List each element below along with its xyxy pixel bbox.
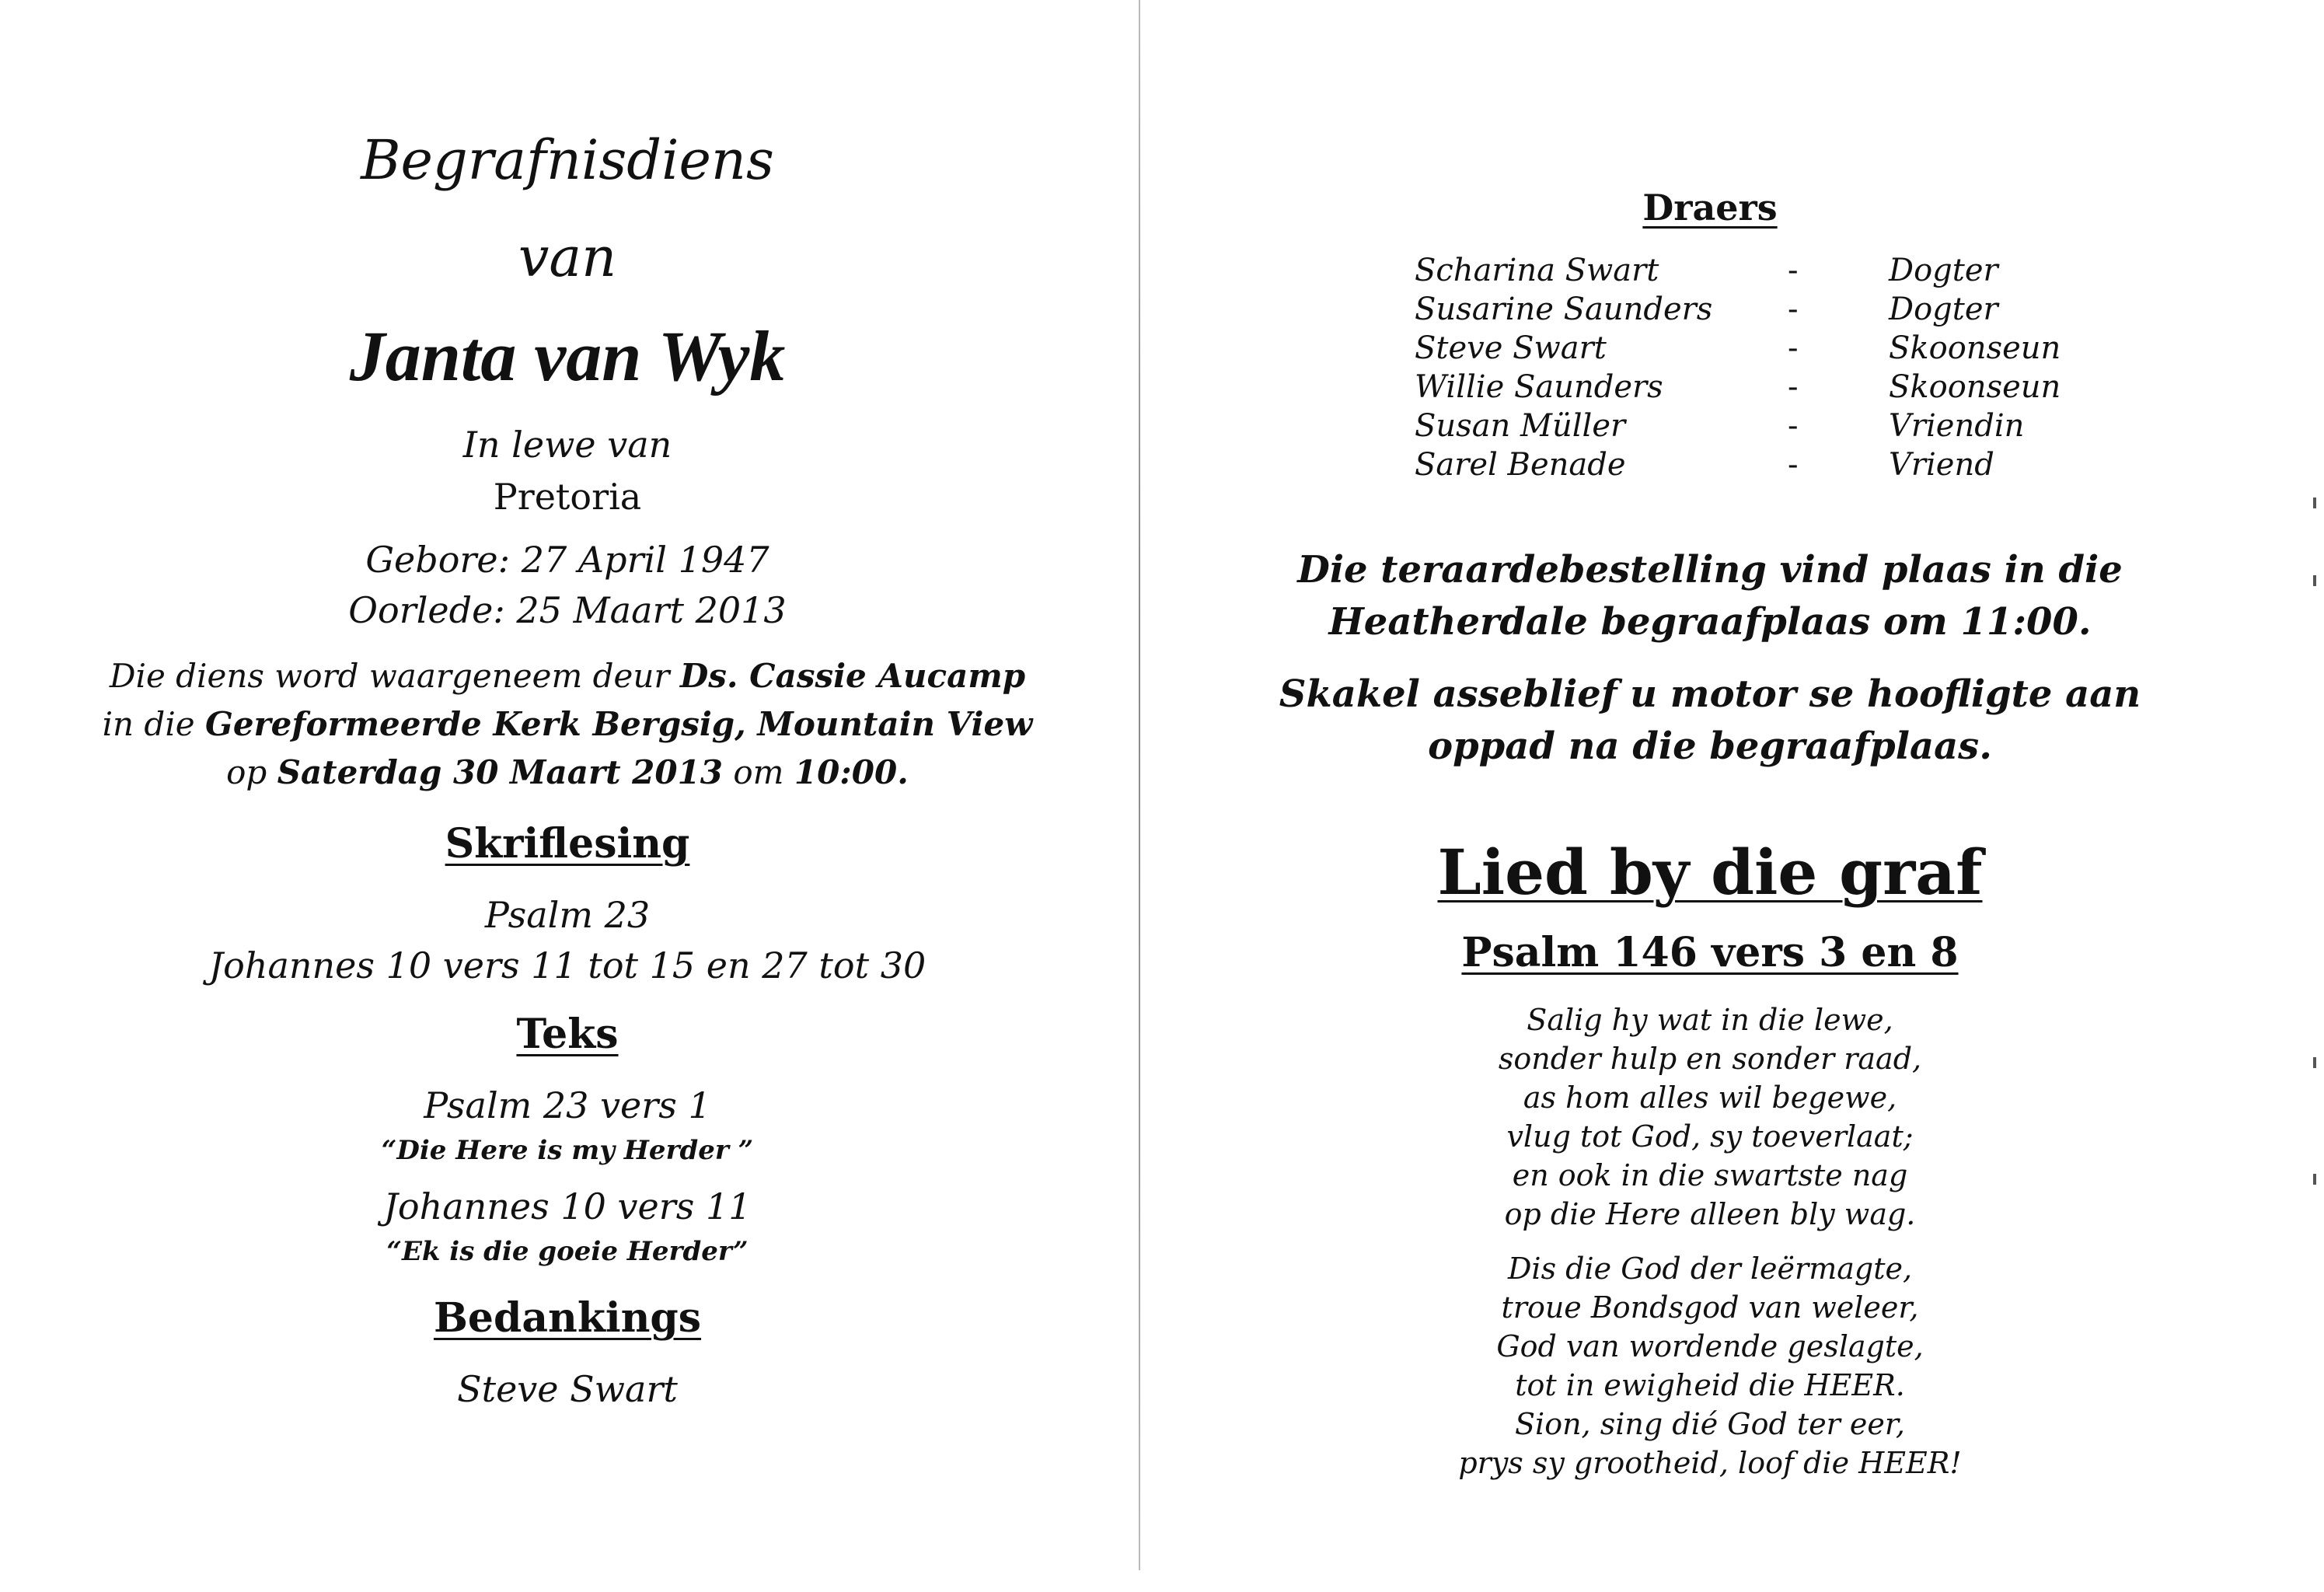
service-line-1	[0, 657, 1135, 695]
bearer-dash: -	[1788, 330, 1799, 366]
death-date: Oorlede: 25 Maart 2013	[348, 589, 787, 631]
verse-line: troue Bondsgod van weleer,	[1501, 1290, 1919, 1325]
skriflesing-item-1: Psalm 23	[484, 894, 651, 936]
hometown: Pretoria	[493, 476, 642, 518]
teks-heading: Teks	[516, 1011, 619, 1058]
teks-item-2: Johannes 10 vers 11	[383, 1185, 752, 1227]
bearer-role: Skoonseun	[1889, 330, 2061, 366]
lights-line-1: Skakel asseblief u motor se hoofligte aan	[1279, 672, 2141, 716]
bearer-name: Susarine Saunders	[1415, 292, 1713, 327]
bearers-list	[1415, 253, 2114, 486]
title-line-1: Begrafnisdiens	[361, 128, 774, 192]
burial-line-1: Die teraardebestelling vind plaas in die	[1297, 548, 2123, 592]
left-page	[0, 0, 1135, 1592]
bearer-name: Sarel Benade	[1415, 447, 1626, 483]
verse-line: God van wordende geslagte,	[1496, 1329, 1924, 1363]
church: Gereformeerde Kerk Bergsig, Mountain View	[204, 705, 1033, 743]
bearer-role: Dogter	[1889, 253, 1998, 288]
verse-1	[1143, 1003, 2277, 1236]
bearer-role: Vriend	[1889, 447, 1994, 483]
service-time: 10:00.	[794, 753, 909, 791]
verse-line: tot in ewigheid die HEER.	[1515, 1368, 1905, 1402]
bedankings-heading: Bedankings	[433, 1294, 702, 1342]
skriflesing-item-2: Johannes 10 vers 11 tot 15 en 27 tot 30	[208, 944, 926, 986]
bearer-name: Susan Müller	[1415, 408, 1626, 444]
scan-edge-marks	[2313, 498, 2316, 1197]
page-fold	[1139, 0, 1140, 1570]
draers-heading: Draers	[1642, 187, 1778, 229]
teks-quote-2: “Ek is die goeie Herder”	[386, 1236, 748, 1267]
service-line-3	[0, 753, 1135, 791]
right-page	[1143, 0, 2324, 1592]
bearer-role: Skoonseun	[1889, 369, 2061, 405]
lights-line-2: oppad na die begraafplaas.	[1428, 724, 1992, 768]
verse-line: Sion, sing dié God ter eer,	[1515, 1407, 1905, 1441]
verse-line: op die Here alleen bly wag.	[1504, 1197, 1916, 1231]
bearer-name: Scharina Swart	[1415, 253, 1659, 288]
teks-quote-1: “Die Here is my Herder ”	[381, 1135, 754, 1166]
bearer-row	[1415, 447, 2114, 486]
bearer-row	[1415, 292, 2114, 330]
service-line-3-text-a: op	[226, 753, 277, 791]
verse-line: Salig hy wat in die lewe,	[1527, 1003, 1893, 1037]
verse-line: vlug tot God, sy toeverlaat;	[1506, 1119, 1914, 1154]
service-line-3-text-b: om	[723, 753, 794, 791]
service-line-2-text: in die	[102, 705, 205, 743]
bearer-row	[1415, 330, 2114, 369]
service-date: Saterdag 30 Maart 2013	[277, 753, 724, 791]
officiant: Ds. Cassie Aucamp	[679, 657, 1026, 695]
verse-line: sonder hulp en sonder raad,	[1498, 1042, 1922, 1076]
title-line-2: van	[518, 225, 617, 289]
bearer-row	[1415, 408, 2114, 447]
verse-line: prys sy grootheid, loof die HEER!	[1458, 1446, 1962, 1480]
bearer-name: Steve Swart	[1415, 330, 1607, 366]
bearer-dash: -	[1788, 408, 1799, 444]
service-line-1-text: Die diens word waargeneem deur	[109, 657, 680, 695]
verse-line: en ook in die swartste nag	[1512, 1158, 1908, 1192]
bearer-dash: -	[1788, 292, 1799, 327]
bearer-row	[1415, 369, 2114, 408]
bearer-role: Dogter	[1889, 292, 1998, 327]
bearer-role: Vriendin	[1889, 408, 2025, 444]
verse-2	[1143, 1252, 2277, 1485]
teks-item-1: Psalm 23 vers 1	[424, 1084, 711, 1126]
bearer-dash: -	[1788, 253, 1799, 288]
verse-line: Dis die God der leërmagte,	[1507, 1252, 1913, 1286]
bedankings-name: Steve Swart	[457, 1368, 678, 1410]
bearer-dash: -	[1788, 447, 1799, 483]
deceased-name: Janta van Wyk	[349, 316, 786, 396]
verse-line: as hom alles wil begewe,	[1523, 1081, 1897, 1115]
bearer-name: Willie Saunders	[1415, 369, 1663, 405]
birth-date: Gebore: 27 April 1947	[365, 539, 769, 581]
burial-line-2: Heatherdale begraafplaas om 11:00.	[1328, 600, 2092, 644]
lewe-label: In lewe van	[462, 424, 672, 466]
song-heading: Lied by die graf	[1437, 836, 1983, 909]
service-line-2	[0, 705, 1135, 743]
skriflesing-heading: Skriflesing	[445, 820, 690, 868]
bearer-row	[1415, 253, 2114, 292]
bearer-dash: -	[1788, 369, 1799, 405]
psalm-heading: Psalm 146 vers 3 en 8	[1461, 929, 1959, 976]
